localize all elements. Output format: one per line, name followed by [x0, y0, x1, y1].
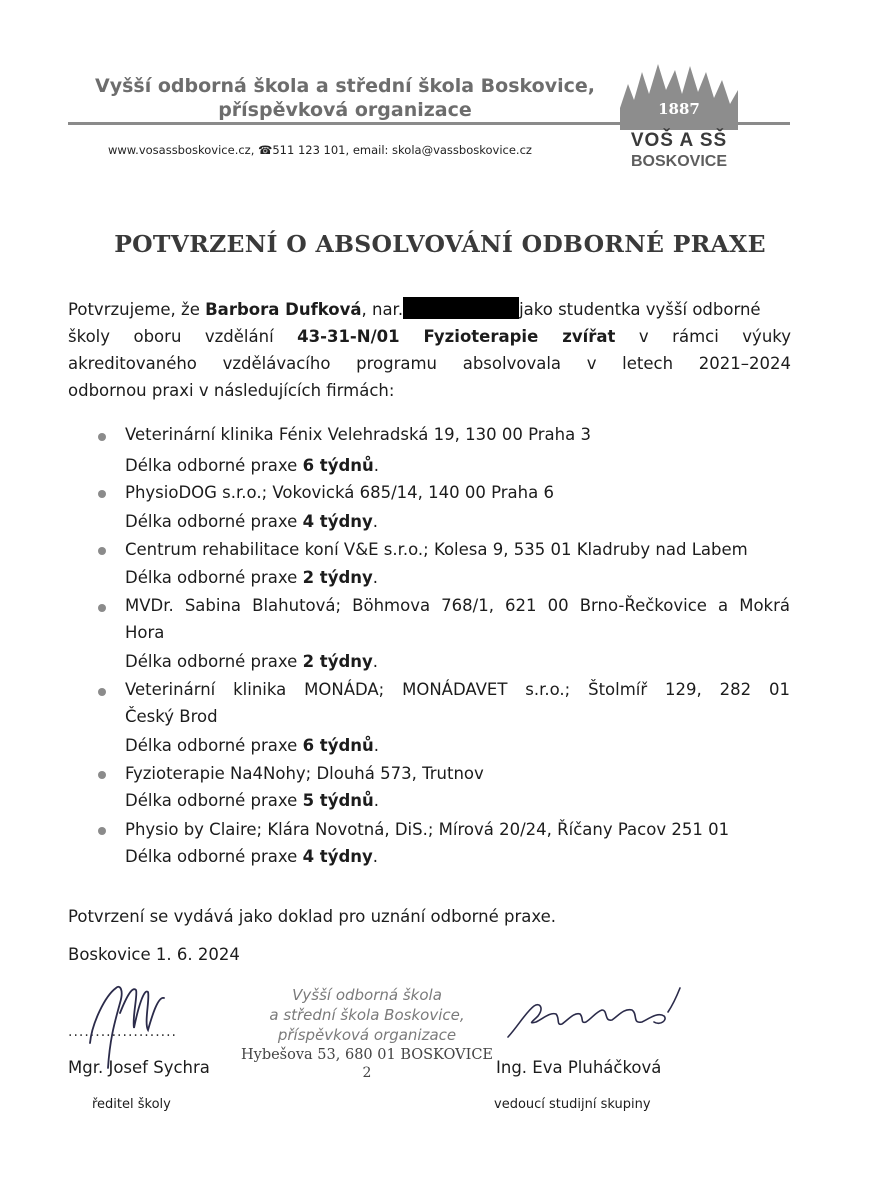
mountain-logo-icon: [618, 60, 740, 130]
signatory-right-role: vedoucí studijní skupiny: [494, 1097, 651, 1112]
duration-value: 2 týdny: [302, 568, 373, 587]
duration-value: 2 týdny: [302, 652, 373, 671]
duration-label: Délka odborné praxe: [125, 847, 303, 866]
duration-label: Délka odborné praxe: [125, 568, 303, 587]
duration-dot: .: [372, 568, 379, 587]
stamp-number: 2: [362, 1065, 372, 1081]
practice-3-duration: [125, 567, 378, 589]
duration-value: 6 týdnů: [302, 736, 374, 755]
practice-4-line-2: Hora: [125, 623, 165, 642]
duration-dot: .: [372, 847, 379, 866]
practice-2-duration: [125, 511, 378, 533]
signatory-left-name: Mgr. Josef Sychra: [68, 1058, 210, 1077]
intro-text: , nar.: [361, 300, 404, 319]
signature-right-icon: [500, 982, 700, 1047]
bullet-icon: [98, 771, 106, 779]
student-name: Barbora Dufková: [205, 300, 362, 319]
duration-value: 4 týdny: [302, 512, 373, 531]
practice-1-duration: [125, 455, 379, 477]
duration-value: 6 týdnů: [302, 456, 374, 475]
practice-5-duration: [125, 735, 379, 757]
duration-dot: .: [372, 652, 379, 671]
closing-statement: Potvrzení se vydává jako doklad pro uznání odborné praxe.: [68, 907, 557, 926]
duration-dot: .: [372, 512, 379, 531]
stamp-address: Hybešova 53, 680 01 BOSKOVICE: [240, 1047, 494, 1063]
school-logo: [618, 60, 740, 176]
intro-text: v rámci výuky: [615, 327, 792, 346]
duration-label: Délka odborné praxe: [125, 512, 303, 531]
place-date: Boskovice 1. 6. 2024: [68, 945, 240, 964]
practice-5-line-2: Český Brod: [125, 707, 218, 726]
logo-line2: BOSKOVICE: [630, 153, 727, 170]
signatory-right-name: Ing. Eva Pluháčková: [496, 1058, 662, 1077]
practice-6-line-1: Fyzioterapie Na4Nohy; Dlouhá 573, Trutnov: [125, 764, 484, 783]
school-name-line2: příspěvková organizace: [218, 99, 472, 121]
intro-line-2: [68, 323, 791, 350]
duration-value: 4 týdny: [302, 847, 373, 866]
intro-line-1: [68, 296, 791, 323]
bullet-icon: [98, 688, 106, 696]
duration-label: Délka odborné praxe: [125, 736, 303, 755]
redacted-birthdate: [403, 297, 519, 319]
duration-value: 5 týdnů: [302, 791, 374, 810]
duration-dot: .: [373, 736, 380, 755]
practice-4-duration: [125, 651, 378, 673]
practice-4-line-1: MVDr. Sabina Blahutová; Böhmova 768/1, 621 00 Brno-Řečkovice a Mokrá: [125, 596, 790, 615]
school-contact: www.vosassboskovice.cz, ☎511 123 101, email: skola@vassboskovice.cz: [108, 143, 532, 157]
school-stamp: [222, 985, 512, 1081]
duration-dot: .: [373, 791, 380, 810]
intro-line-3: akreditovaného vzdělávacího programu absolvovala v letech 2021–2024: [68, 354, 791, 373]
practice-2-line-1: PhysioDOG s.r.o.; Vokovická 685/14, 140 00 Praha 6: [125, 483, 554, 502]
program-code: 43-31-N/01 Fyzioterapie zvířat: [297, 327, 616, 346]
intro-text: Potvrzujeme, že: [68, 300, 206, 319]
school-name: [70, 74, 620, 122]
practice-1-line-1: Veterinární klinika Fénix Velehradská 19, 130 00 Praha 3: [125, 425, 591, 444]
bullet-icon: [98, 547, 106, 555]
logo-year: 1887: [658, 100, 700, 118]
stamp-line2: a střední škola Boskovice,: [269, 1006, 465, 1024]
duration-label: Délka odborné praxe: [125, 652, 303, 671]
signature-dots-left: ....................: [68, 1024, 178, 1040]
duration-label: Délka odborné praxe: [125, 456, 303, 475]
school-name-line1: Vyšší odborná škola a střední škola Boskovice,: [95, 75, 595, 97]
practice-5-line-1: Veterinární klinika MONÁDA; MONÁDAVET s.r.o.; Štolmíř 129, 282 01: [125, 680, 790, 699]
practice-3-line-1: Centrum rehabilitace koní V&E s.r.o.; Kolesa 9, 535 01 Kladruby nad Labem: [125, 540, 748, 559]
bullet-icon: [98, 604, 106, 612]
intro-paragraph: [68, 296, 791, 404]
duration-dot: .: [373, 456, 380, 475]
bullet-icon: [98, 490, 106, 498]
intro-text: školy oboru vzdělání: [68, 327, 298, 346]
intro-line-4: odbornou praxi v následujících firmách:: [68, 381, 395, 400]
duration-label: Délka odborné praxe: [125, 791, 303, 810]
logo-line1: VOŠ A SŠ: [630, 130, 728, 151]
practice-6-duration: [125, 790, 379, 812]
signatory-left-role: ředitel školy: [92, 1097, 171, 1112]
practice-7-duration: [125, 846, 378, 868]
document-title: POTVRZENÍ O ABSOLVOVÁNÍ ODBORNÉ PRAXE: [114, 230, 766, 258]
bullet-icon: [98, 433, 106, 441]
stamp-line1: Vyšší odborná škola: [292, 986, 442, 1004]
bullet-icon: [98, 827, 106, 835]
intro-text: jako studentka vyšší odborné: [519, 300, 761, 319]
stamp-line3: příspěvková organizace: [277, 1026, 457, 1044]
practice-7-line-1: Physio by Claire; Klára Novotná, DiS.; Mírová 20/24, Říčany Pacov 251 01: [125, 820, 730, 839]
